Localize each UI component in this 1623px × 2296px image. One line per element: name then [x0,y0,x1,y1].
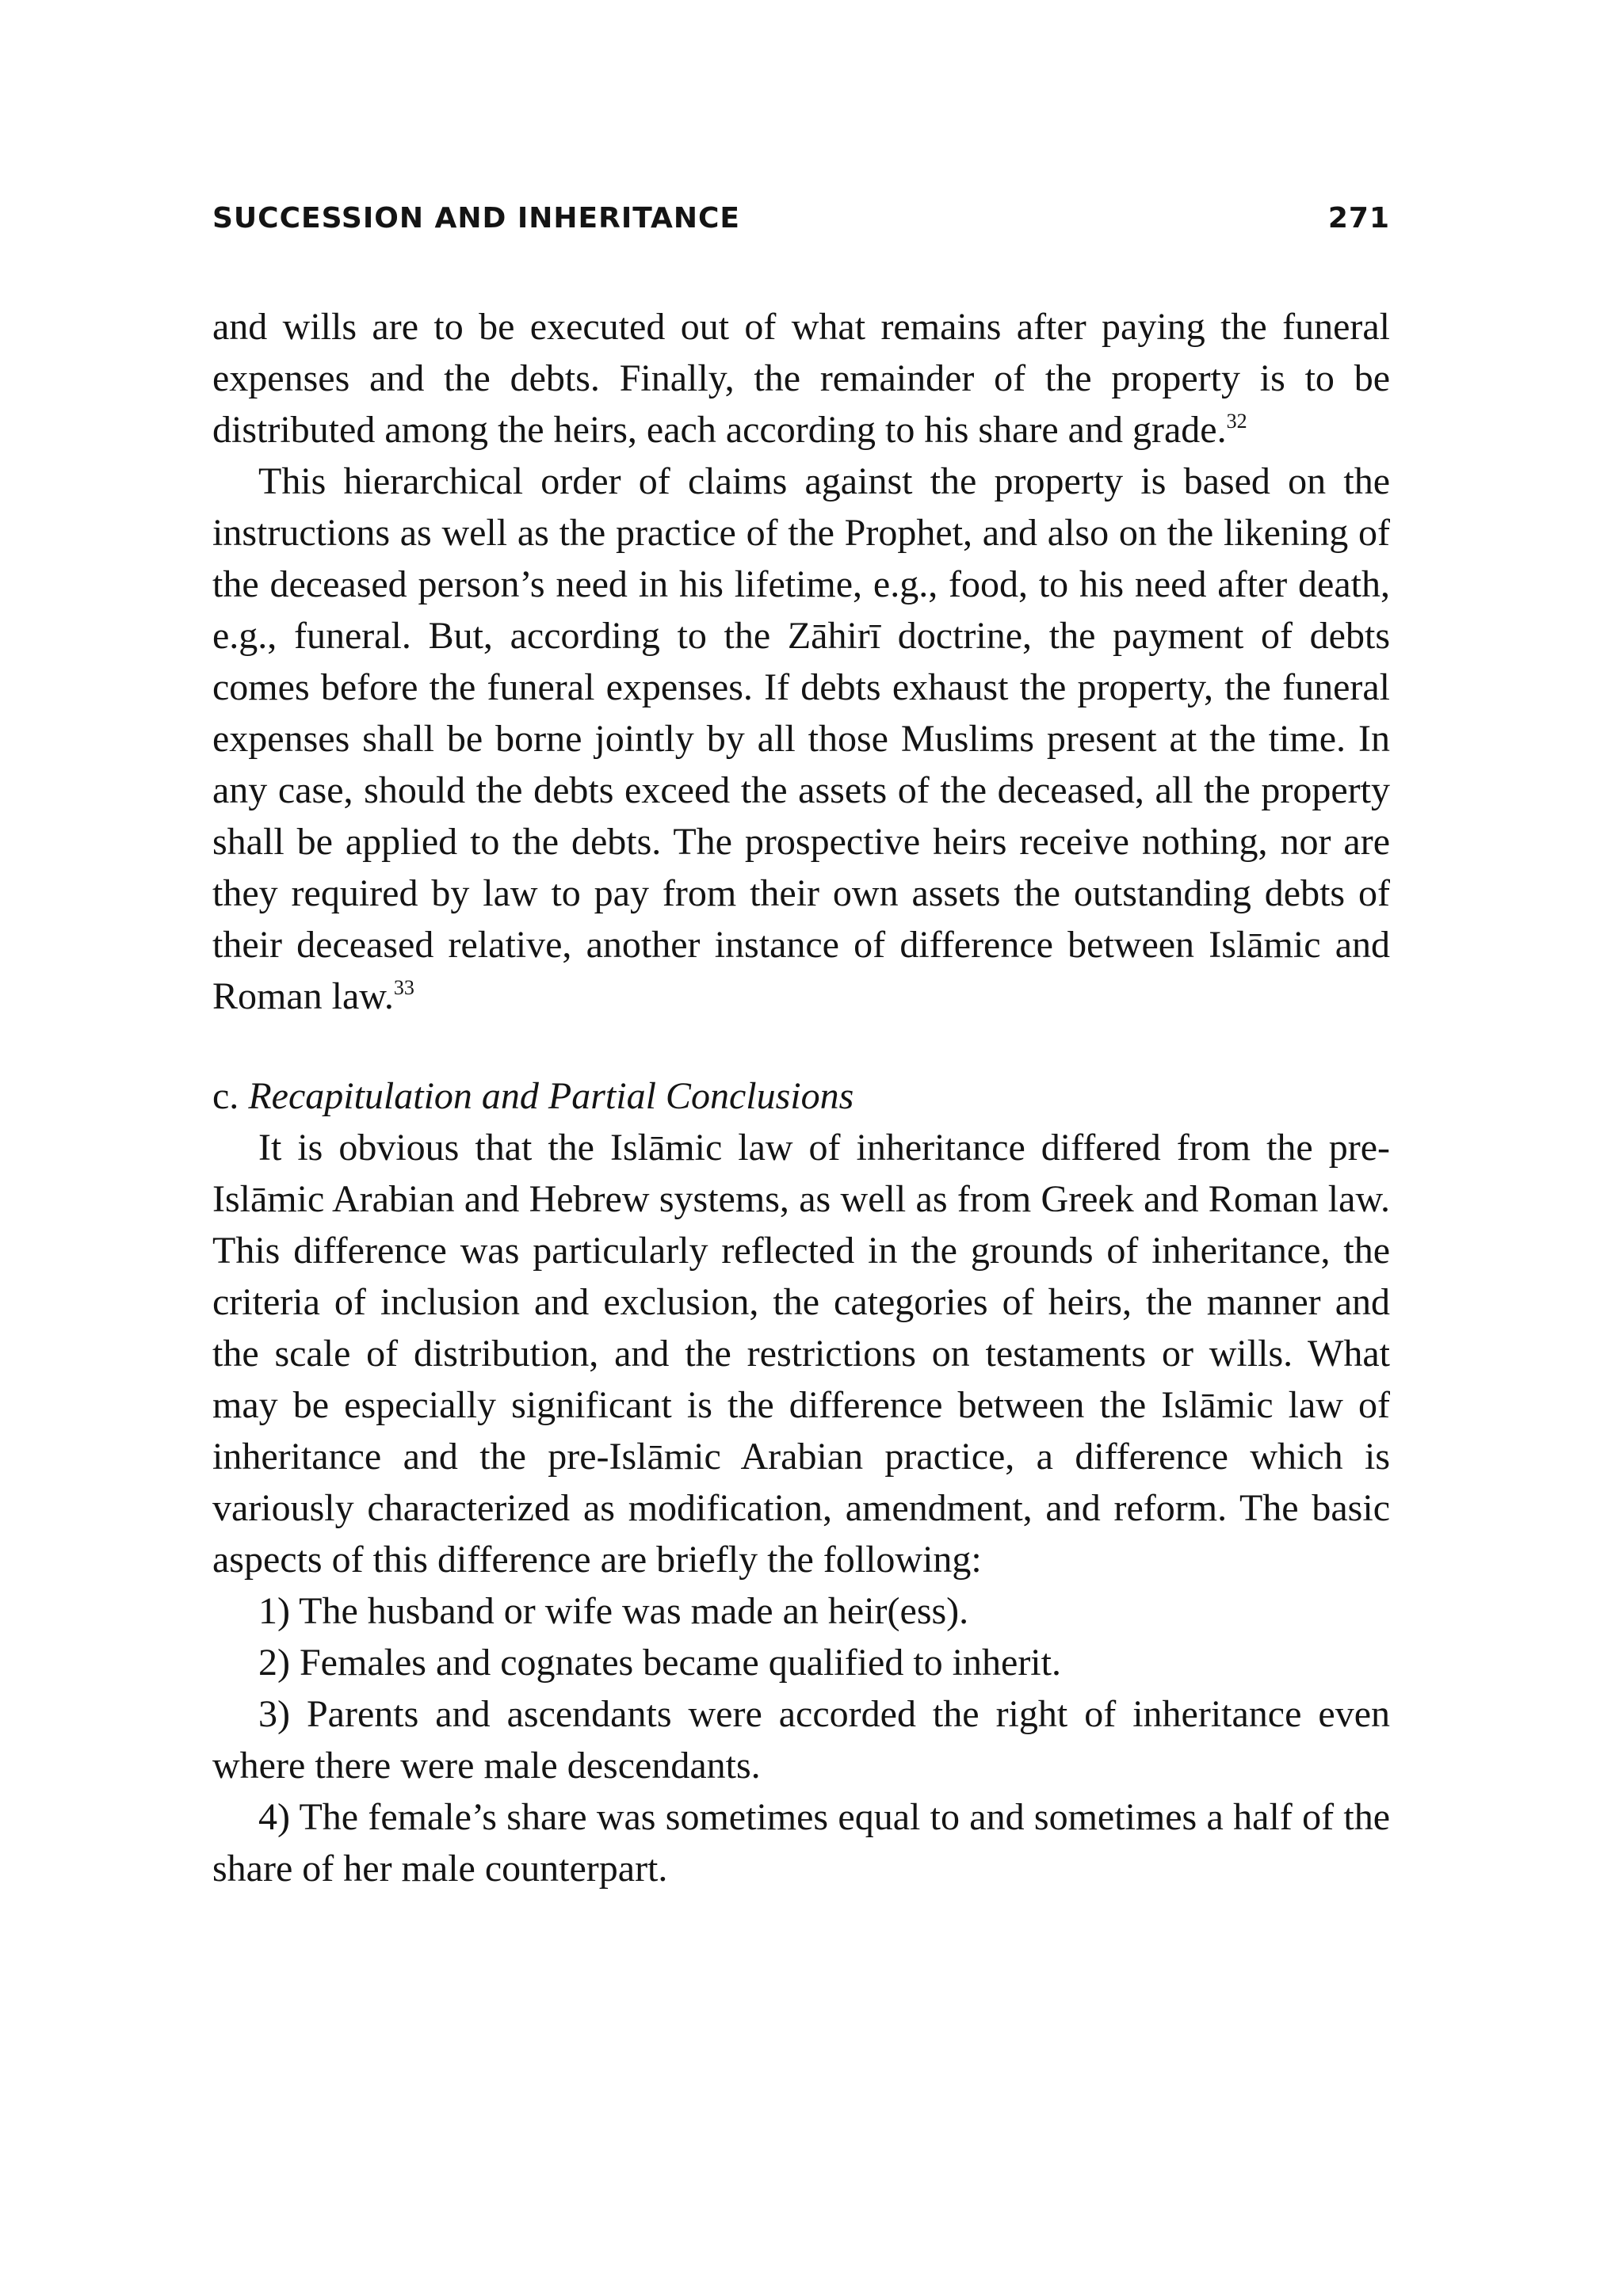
list-item [212,1688,1390,1791]
section-heading [212,1070,1390,1122]
list-number: 1) [258,1590,290,1632]
running-title: SUCCESSION AND INHERITANCE [212,202,741,235]
body-text [212,301,1390,1894]
list-text: The husband or wife was made an heir(ess). [299,1590,969,1632]
paragraph-recapitulation [212,1122,1390,1585]
paragraph-continuation [212,301,1390,456]
paragraph-text: It is obvious that the Islāmic law of inheritance differed from the pre-Islāmic Arabian and Hebrew systems, as well as from Greek and Roman law. This difference was particularly reflected in the grounds of inheritance, the criteria of inclusion and exclusion, the categories of heirs, the manner and the scale of distribution, and the restrictions on testaments or wills. What may be especially significant is the difference between the Islāmic law of inheritance and the pre-Islāmic Arabian practice, a difference which is variously characterized as modification, amendment, and reform. The basic aspects of this difference are briefly the following: [212,1127,1390,1581]
section-title: Recapitulation and Partial Conclusions [248,1075,854,1117]
section-letter: c. [212,1075,239,1117]
list-text: Parents and ascendants were accorded the right of inheritance even where there were male descendants. [212,1693,1390,1787]
paragraph-text: This hierarchical order of claims against the property is based on the instructions as well as the practice of the Prophet, and also on the likening of the deceased person’s need in his lifetime, e.g., food, to his need after death, e.g., funeral. But, according to the Zāhirī doctrine, the payment of debts comes before the funeral expenses. If debts exhaust the property, the funeral expenses shall be borne jointly by all those Muslims present at the time. In any case, should the debts exceed the assets of the deceased, all the property shall be applied to the debts. The prospective heirs receive nothing, nor are they required by law to pay from their own assets the outstanding debts of their deceased relative, another instance of difference between Islāmic and Roman law. [212,460,1390,1017]
paragraph-text: and wills are to be executed out of what remains after paying the funeral expenses and the debts. Finally, the remainder of the property is to be distributed among the heirs, each according to his share and grade. [212,306,1390,451]
list-item [212,1791,1390,1894]
list-text: Females and cognates became qualified to inherit. [299,1642,1061,1684]
page-number: 271 [1327,202,1390,235]
footnote-ref: 32 [1226,410,1247,433]
list-item [212,1585,1390,1637]
list-number: 3) [258,1693,290,1735]
list-number: 4) [258,1796,290,1838]
list-number: 2) [258,1642,290,1684]
paragraph-hierarchical-order [212,456,1390,1022]
list-text: The female’s share was sometimes equal to and sometimes a half of the share of her male counterpart. [212,1796,1390,1890]
list-item [212,1637,1390,1688]
footnote-ref: 33 [393,976,414,999]
running-head [212,202,1390,242]
